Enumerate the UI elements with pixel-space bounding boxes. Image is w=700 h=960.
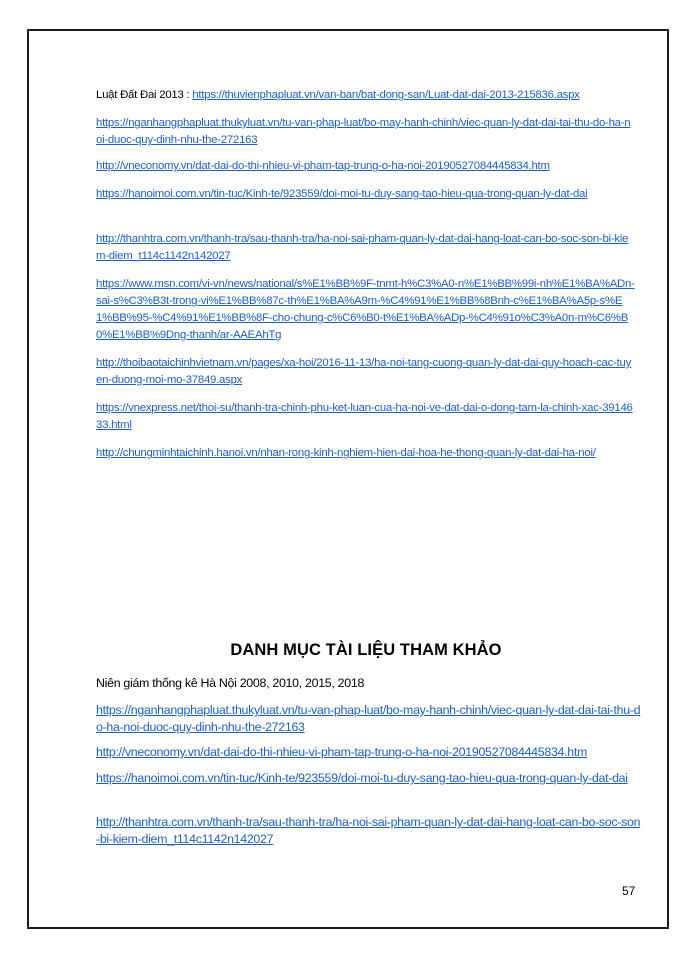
reference-link[interactable]: http://thanhtra.com.vn/thanh-tra/sau-thanh-tra/ha-noi-sai-pham-quan-ly-dat-dai-hang-loat-can-bo-soc-son-bi-kiem-diem_t114c1142n142027 (96, 233, 629, 262)
reference-link[interactable]: http://thanhtra.com.vn/thanh-tra/sau-thanh-tra/ha-noi-sai-pham-quan-ly-dat-dai-hang-loat-can-bo-soc-son-bi-kiem-diem_t114c1142n142027 (96, 815, 641, 846)
reference-link[interactable]: https://nganhangphapluat.thukyluat.vn/tu-van-phap-luat/bo-may-hanh-chinh/viec-quan-ly-dat-dai-tai-thu-do-ha-noi-duoc-quy-dinh-nhu-the-272163 (96, 117, 631, 146)
page-number: 57 (622, 884, 636, 898)
reference-entry (96, 770, 641, 787)
reference-entry (96, 445, 636, 462)
reference-entry (96, 400, 636, 434)
reference-entry (96, 744, 641, 761)
reference-link[interactable]: http://thoibaotaichinhvietnam.vn/pages/xa-hoi/2016-11-13/ha-noi-tang-cuong-quan-ly-dat-dai-quy-hoach-cac-tuyen-duong-moi-mo-37849.aspx (96, 357, 632, 386)
reference-entry (96, 702, 641, 736)
reference-entry (96, 276, 636, 344)
reference-entry (96, 115, 636, 149)
reference-link[interactable]: https://hanoimoi.com.vn/tin-tuc/Kinh-te/923559/doi-moi-tu-duy-sang-tao-hieu-qua-trong-quan-ly-dat-dai (96, 771, 628, 785)
reference-link[interactable]: http://vneconomy.vn/dat-dai-do-thi-nhieu-vi-pham-tap-trung-o-ha-noi-20190527084445834.htm (96, 745, 588, 759)
reference-entry (96, 158, 636, 175)
section-heading: DANH MỤC TÀI LIỆU THAM KHẢO (230, 641, 502, 659)
reference-entry (96, 355, 636, 389)
reference-link[interactable]: https://vnexpress.net/thoi-su/thanh-tra-chinh-phu-ket-luan-cua-ha-noi-ve-dat-dai-o-dong-tam-la-chinh-xac-3914633.html (96, 402, 633, 431)
reference-entry (96, 231, 636, 265)
reference-link[interactable]: https://www.msn.com/vi-vn/news/national/s%E1%BB%9F-tnmt-h%C3%A0-n%E1%BB%99i-nh%E1%BA%ADn-sai-s%C3%B3t-trong-vi%E1%BB%87c-th%E1%BA%A9m-%C4%91%E1%BB%8Bnh-c%E1%BA%A5p-s%E1%BB%95-%C4%91%E1%BB%8F-cho-chung-c%C6%B0-t%E1%BA%ADp-%C4%91o%C3%A0n-m%C6%B0%E1%BB%9Dng-thanh/ar-AAEAhTg (96, 278, 635, 341)
reference-link[interactable]: https://thuvienphapluat.vn/van-ban/bat-dong-san/Luat-dat-dai-2013-215836.aspx (192, 89, 580, 101)
reference-link[interactable]: http://chungminhtaichinh.hanoi.vn/nhan-rong-kinh-nghiem-hien-dai-hoa-he-thong-quan-ly-dat-dai-ha-noi/ (96, 447, 596, 459)
reference-entry (96, 814, 641, 848)
reference-link[interactable]: https://hanoimoi.com.vn/tin-tuc/Kinh-te/923559/doi-moi-tu-duy-sang-tao-hieu-qua-trong-quan-ly-dat-dai (96, 188, 588, 200)
statistical-yearbook-entry: Niên giám thống kê Hà Nội 2008, 2010, 2015, 2018 (96, 676, 365, 690)
reference-entry (96, 186, 636, 203)
reference-link[interactable]: http://vneconomy.vn/dat-dai-do-thi-nhieu-vi-pham-tap-trung-o-ha-noi-20190527084445834.htm (96, 160, 550, 172)
reference-entry-law (96, 87, 636, 104)
reference-link[interactable]: https://nganhangphapluat.thukyluat.vn/tu-van-phap-luat/bo-may-hanh-chinh/viec-quan-ly-dat-dai-tai-thu-do-ha-noi-duoc-quy-dinh-nhu-the-272163 (96, 703, 641, 734)
reference-label: Luật Đất Đai 2013 : (96, 89, 193, 101)
